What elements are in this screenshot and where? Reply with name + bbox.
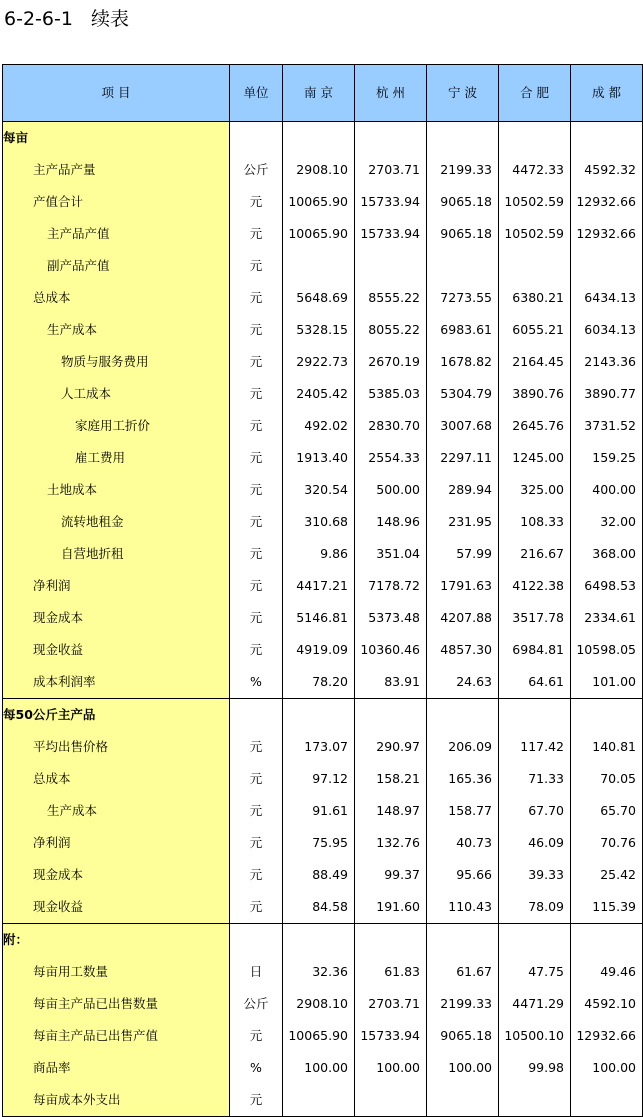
value-cell: 12932.66 (571, 218, 643, 250)
value-cell: 24.63 (427, 666, 499, 699)
row-unit: % (230, 1052, 283, 1084)
table-row (3, 410, 643, 442)
value-cell: 57.99 (427, 538, 499, 570)
empty-cell (499, 699, 571, 732)
table-row (3, 218, 643, 250)
row-label: 土地成本 (3, 474, 230, 506)
row-label: 总成本 (3, 282, 230, 314)
value-cell: 165.36 (427, 763, 499, 795)
empty-cell (499, 924, 571, 957)
value-cell: 8055.22 (355, 314, 427, 346)
value-cell: 310.68 (283, 506, 355, 538)
header-city: 宁 波 (427, 65, 499, 122)
row-label: 每亩成本外支出 (3, 1084, 230, 1117)
value-cell (571, 250, 643, 282)
value-cell: 191.60 (355, 891, 427, 924)
table-row (3, 154, 643, 186)
value-cell: 99.37 (355, 859, 427, 891)
table-row (3, 666, 643, 699)
value-cell: 110.43 (427, 891, 499, 924)
value-cell: 3731.52 (571, 410, 643, 442)
value-cell: 206.09 (427, 731, 499, 763)
value-cell: 2908.10 (283, 988, 355, 1020)
value-cell: 4919.09 (283, 634, 355, 666)
table-row (3, 186, 643, 218)
value-cell (499, 250, 571, 282)
value-cell: 2830.70 (355, 410, 427, 442)
table-row (3, 378, 643, 410)
value-cell: 32.00 (571, 506, 643, 538)
row-unit: 元 (230, 1084, 283, 1117)
value-cell: 2703.71 (355, 154, 427, 186)
value-cell: 290.97 (355, 731, 427, 763)
row-unit: 元 (230, 827, 283, 859)
row-unit: 元 (230, 602, 283, 634)
value-cell: 67.70 (499, 795, 571, 827)
table-row (3, 956, 643, 988)
empty-cell (230, 699, 283, 732)
value-cell: 61.83 (355, 956, 427, 988)
value-cell: 49.46 (571, 956, 643, 988)
value-cell: 9.86 (283, 538, 355, 570)
value-cell: 15733.94 (355, 1020, 427, 1052)
table-row (3, 731, 643, 763)
value-cell: 100.00 (571, 1052, 643, 1084)
table-row (3, 763, 643, 795)
value-cell: 2670.19 (355, 346, 427, 378)
table-row (3, 1084, 643, 1117)
value-cell: 9065.18 (427, 186, 499, 218)
row-unit: 元 (230, 538, 283, 570)
table-row (3, 988, 643, 1020)
value-cell: 2143.36 (571, 346, 643, 378)
value-cell: 40.73 (427, 827, 499, 859)
row-label: 现金成本 (3, 859, 230, 891)
row-label: 生产成本 (3, 795, 230, 827)
row-unit: 元 (230, 795, 283, 827)
value-cell: 10502.59 (499, 186, 571, 218)
header-unit: 单位 (230, 65, 283, 122)
value-cell: 216.67 (499, 538, 571, 570)
value-cell: 9065.18 (427, 218, 499, 250)
row-label: 现金成本 (3, 602, 230, 634)
row-label: 主产品产量 (3, 154, 230, 186)
value-cell: 158.21 (355, 763, 427, 795)
value-cell: 10065.90 (283, 218, 355, 250)
value-cell: 4471.29 (499, 988, 571, 1020)
row-unit: 元 (230, 1020, 283, 1052)
value-cell: 289.94 (427, 474, 499, 506)
value-cell: 15733.94 (355, 186, 427, 218)
value-cell: 6983.61 (427, 314, 499, 346)
value-cell: 5146.81 (283, 602, 355, 634)
value-cell: 88.49 (283, 859, 355, 891)
table-row (3, 1052, 643, 1084)
value-cell: 2199.33 (427, 154, 499, 186)
value-cell: 325.00 (499, 474, 571, 506)
table-row (3, 474, 643, 506)
row-label: 雇工费用 (3, 442, 230, 474)
value-cell: 3890.76 (499, 378, 571, 410)
value-cell: 159.25 (571, 442, 643, 474)
value-cell: 1245.00 (499, 442, 571, 474)
row-label: 总成本 (3, 763, 230, 795)
value-cell: 47.75 (499, 956, 571, 988)
header-city: 杭 州 (355, 65, 427, 122)
row-label: 平均出售价格 (3, 731, 230, 763)
value-cell: 3517.78 (499, 602, 571, 634)
value-cell: 61.67 (427, 956, 499, 988)
header-city: 合 肥 (499, 65, 571, 122)
value-cell: 140.81 (571, 731, 643, 763)
row-label: 每亩主产品已出售数量 (3, 988, 230, 1020)
value-cell: 1913.40 (283, 442, 355, 474)
table-row (3, 827, 643, 859)
value-cell: 84.58 (283, 891, 355, 924)
value-cell: 100.00 (427, 1052, 499, 1084)
empty-cell (355, 122, 427, 155)
value-cell: 117.42 (499, 731, 571, 763)
table-row (3, 570, 643, 602)
empty-cell (283, 924, 355, 957)
value-cell: 83.91 (355, 666, 427, 699)
value-cell: 148.97 (355, 795, 427, 827)
row-unit: 元 (230, 250, 283, 282)
row-label: 副产品产值 (3, 250, 230, 282)
value-cell: 10065.90 (283, 1020, 355, 1052)
value-cell: 231.95 (427, 506, 499, 538)
table-row (3, 282, 643, 314)
value-cell: 10360.46 (355, 634, 427, 666)
row-label: 现金收益 (3, 634, 230, 666)
row-unit: 元 (230, 859, 283, 891)
empty-cell (283, 122, 355, 155)
table-row (3, 314, 643, 346)
value-cell: 15733.94 (355, 218, 427, 250)
value-cell: 4857.30 (427, 634, 499, 666)
value-cell: 71.33 (499, 763, 571, 795)
row-label: 生产成本 (3, 314, 230, 346)
value-cell: 132.76 (355, 827, 427, 859)
section-row (3, 122, 643, 155)
empty-cell (230, 924, 283, 957)
value-cell: 101.00 (571, 666, 643, 699)
empty-cell (499, 122, 571, 155)
table-row (3, 634, 643, 666)
row-unit: 元 (230, 186, 283, 218)
value-cell: 368.00 (571, 538, 643, 570)
empty-cell (355, 924, 427, 957)
value-cell: 46.09 (499, 827, 571, 859)
row-unit: 元 (230, 731, 283, 763)
empty-cell (355, 699, 427, 732)
value-cell: 65.70 (571, 795, 643, 827)
row-label: 物质与服务费用 (3, 346, 230, 378)
value-cell: 78.09 (499, 891, 571, 924)
value-cell: 108.33 (499, 506, 571, 538)
table-row (3, 795, 643, 827)
row-label: 流转地租金 (3, 506, 230, 538)
value-cell: 5373.48 (355, 602, 427, 634)
value-cell (427, 1084, 499, 1117)
row-unit: 元 (230, 218, 283, 250)
value-cell: 5328.15 (283, 314, 355, 346)
value-cell: 6984.81 (499, 634, 571, 666)
value-cell: 4592.32 (571, 154, 643, 186)
value-cell: 2908.10 (283, 154, 355, 186)
value-cell: 4472.33 (499, 154, 571, 186)
value-cell: 2554.33 (355, 442, 427, 474)
value-cell: 2297.11 (427, 442, 499, 474)
value-cell: 6055.21 (499, 314, 571, 346)
value-cell: 70.76 (571, 827, 643, 859)
table-header (3, 65, 643, 122)
value-cell: 6434.13 (571, 282, 643, 314)
header-item: 项 目 (3, 65, 230, 122)
value-cell: 99.98 (499, 1052, 571, 1084)
header-city: 南 京 (283, 65, 355, 122)
value-cell: 492.02 (283, 410, 355, 442)
section-row (3, 924, 643, 957)
table-row (3, 538, 643, 570)
empty-cell (427, 699, 499, 732)
table-row (3, 859, 643, 891)
value-cell: 158.77 (427, 795, 499, 827)
value-cell: 3007.68 (427, 410, 499, 442)
value-cell: 10598.05 (571, 634, 643, 666)
table-title: 6-2-6-1 续表 (4, 8, 130, 30)
row-label: 净利润 (3, 570, 230, 602)
value-cell: 5648.69 (283, 282, 355, 314)
row-label: 自营地折租 (3, 538, 230, 570)
value-cell: 6380.21 (499, 282, 571, 314)
value-cell: 64.61 (499, 666, 571, 699)
value-cell: 351.04 (355, 538, 427, 570)
row-label: 现金收益 (3, 891, 230, 924)
value-cell (571, 1084, 643, 1117)
value-cell: 4122.38 (499, 570, 571, 602)
value-cell: 78.20 (283, 666, 355, 699)
value-cell: 100.00 (355, 1052, 427, 1084)
value-cell: 10065.90 (283, 186, 355, 218)
value-cell: 10502.59 (499, 218, 571, 250)
row-unit: 元 (230, 891, 283, 924)
value-cell: 75.95 (283, 827, 355, 859)
row-label: 家庭用工折价 (3, 410, 230, 442)
row-unit: 元 (230, 346, 283, 378)
value-cell: 6498.53 (571, 570, 643, 602)
empty-cell (571, 122, 643, 155)
value-cell: 12932.66 (571, 186, 643, 218)
value-cell: 4207.88 (427, 602, 499, 634)
row-unit: 日 (230, 956, 283, 988)
row-unit: 公斤 (230, 988, 283, 1020)
value-cell (355, 1084, 427, 1117)
value-cell: 7178.72 (355, 570, 427, 602)
value-cell: 7273.55 (427, 282, 499, 314)
row-unit: 元 (230, 378, 283, 410)
row-label: 成本利润率 (3, 666, 230, 699)
row-label: 主产品产值 (3, 218, 230, 250)
table-row (3, 442, 643, 474)
value-cell: 2199.33 (427, 988, 499, 1020)
value-cell: 70.05 (571, 763, 643, 795)
value-cell: 10500.10 (499, 1020, 571, 1052)
row-label: 人工成本 (3, 378, 230, 410)
row-unit: 元 (230, 410, 283, 442)
value-cell: 2334.61 (571, 602, 643, 634)
table-row (3, 346, 643, 378)
section-label: 附： (3, 924, 230, 957)
value-cell: 97.12 (283, 763, 355, 795)
table-row (3, 506, 643, 538)
row-unit: 元 (230, 474, 283, 506)
value-cell: 5304.79 (427, 378, 499, 410)
table-row (3, 250, 643, 282)
row-unit: 元 (230, 506, 283, 538)
value-cell (427, 250, 499, 282)
row-unit: 元 (230, 570, 283, 602)
value-cell (283, 250, 355, 282)
value-cell (283, 1084, 355, 1117)
row-label: 每亩用工数量 (3, 956, 230, 988)
row-unit: 元 (230, 314, 283, 346)
value-cell: 320.54 (283, 474, 355, 506)
row-label: 每亩主产品已出售产值 (3, 1020, 230, 1052)
value-cell: 1791.63 (427, 570, 499, 602)
empty-cell (427, 122, 499, 155)
row-unit: % (230, 666, 283, 699)
table-body (3, 122, 643, 1117)
value-cell: 5385.03 (355, 378, 427, 410)
value-cell: 9065.18 (427, 1020, 499, 1052)
value-cell: 100.00 (283, 1052, 355, 1084)
row-unit: 公斤 (230, 154, 283, 186)
value-cell: 95.66 (427, 859, 499, 891)
empty-cell (571, 924, 643, 957)
value-cell: 148.96 (355, 506, 427, 538)
empty-cell (230, 122, 283, 155)
value-cell: 91.61 (283, 795, 355, 827)
header-city: 成 都 (571, 65, 643, 122)
row-label: 产值合计 (3, 186, 230, 218)
row-unit: 元 (230, 763, 283, 795)
value-cell: 25.42 (571, 859, 643, 891)
value-cell: 32.36 (283, 956, 355, 988)
section-row (3, 699, 643, 732)
value-cell: 115.39 (571, 891, 643, 924)
value-cell: 8555.22 (355, 282, 427, 314)
value-cell: 2405.42 (283, 378, 355, 410)
value-cell: 2164.45 (499, 346, 571, 378)
value-cell: 12932.66 (571, 1020, 643, 1052)
value-cell: 6034.13 (571, 314, 643, 346)
section-label: 每50公斤主产品 (3, 699, 230, 732)
value-cell: 500.00 (355, 474, 427, 506)
row-unit: 元 (230, 442, 283, 474)
value-cell: 2645.76 (499, 410, 571, 442)
value-cell: 173.07 (283, 731, 355, 763)
value-cell: 2922.73 (283, 346, 355, 378)
table-row (3, 891, 643, 924)
value-cell: 39.33 (499, 859, 571, 891)
empty-cell (283, 699, 355, 732)
value-cell: 1678.82 (427, 346, 499, 378)
data-table (2, 64, 643, 1117)
value-cell (355, 250, 427, 282)
value-cell: 3890.77 (571, 378, 643, 410)
value-cell: 400.00 (571, 474, 643, 506)
row-label: 净利润 (3, 827, 230, 859)
empty-cell (427, 924, 499, 957)
value-cell (499, 1084, 571, 1117)
row-label: 商品率 (3, 1052, 230, 1084)
empty-cell (571, 699, 643, 732)
row-unit: 元 (230, 634, 283, 666)
value-cell: 2703.71 (355, 988, 427, 1020)
value-cell: 4592.10 (571, 988, 643, 1020)
value-cell: 4417.21 (283, 570, 355, 602)
table-row (3, 602, 643, 634)
section-label: 每亩 (3, 122, 230, 155)
table-row (3, 1020, 643, 1052)
row-unit: 元 (230, 282, 283, 314)
